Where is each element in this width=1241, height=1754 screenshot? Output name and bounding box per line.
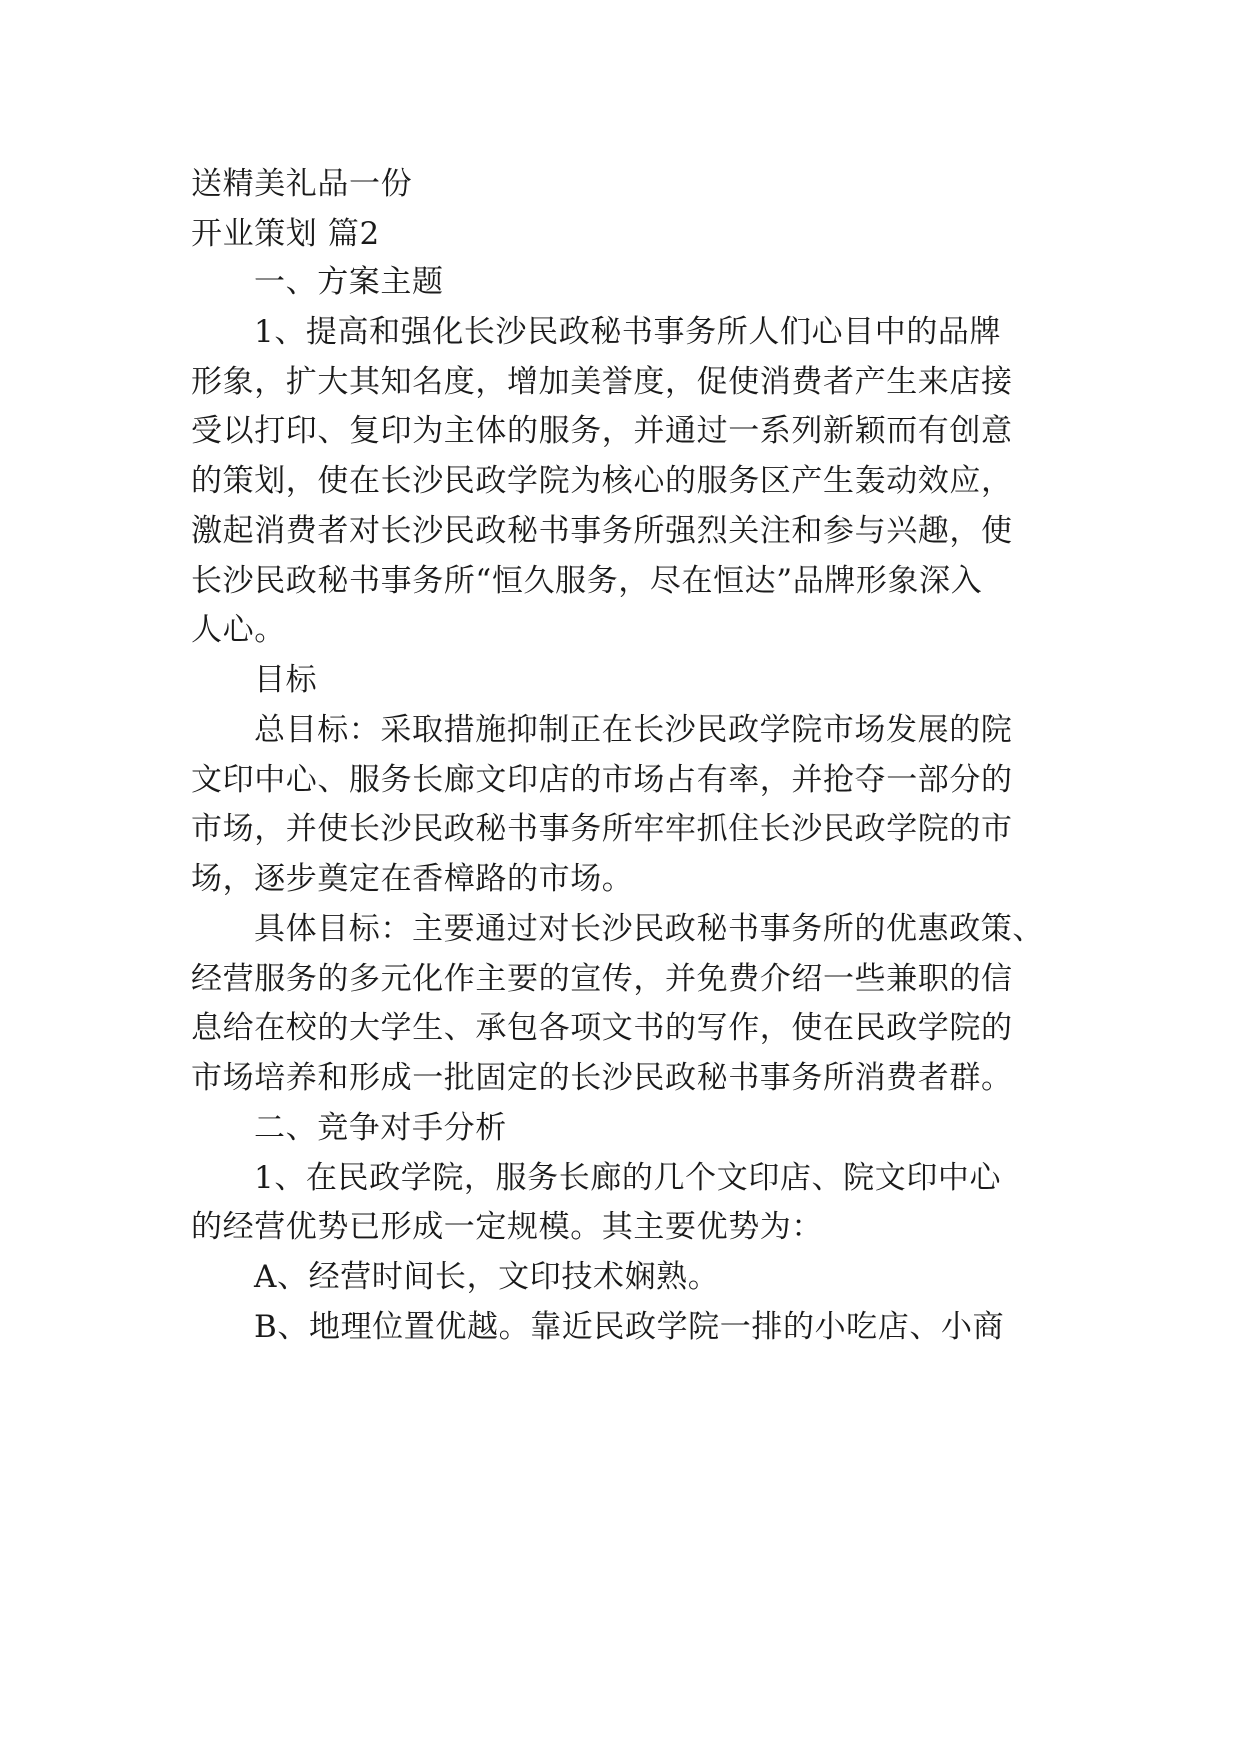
list-item: B、地理位置优越。靠近民政学院一排的小吃店、小商: [254, 1309, 1005, 1345]
paragraph-line: 受以打印、复印为主体的服务，并通过一系列新颖而有创意: [191, 413, 1013, 449]
paragraph-line: 1、提高和强化长沙民政秘书事务所人们心目中的品牌: [254, 314, 1002, 350]
paragraph-line: 1、在民政学院，服务长廊的几个文印店、院文印中心: [254, 1160, 1002, 1196]
paragraph-line: 的经营优势已形成一定规模。其主要优势为：: [191, 1209, 823, 1245]
paragraph-line: 人心。: [191, 612, 286, 648]
list-item: A、经营时间长，文印技术娴熟。: [254, 1259, 720, 1295]
paragraph-line: 长沙民政秘书事务所“恒久服务，尽在恒达”品牌形象深入: [191, 563, 983, 599]
section-title: 开业策划 篇2: [191, 216, 380, 252]
paragraph-line: 的策划，使在长沙民政学院为核心的服务区产生轰动效应，: [191, 463, 1013, 499]
heading: 一、方案主题: [254, 264, 444, 300]
paragraph-line: 市场培养和形成一批固定的长沙民政秘书事务所消费者群。: [191, 1060, 1013, 1096]
paragraph-line: 市场，并使长沙民政秘书事务所牢牢抓住长沙民政学院的市: [191, 811, 1013, 847]
text-line: 送精美礼品一份: [191, 166, 413, 202]
paragraph-line: 具体目标：主要通过对长沙民政秘书事务所的优惠政策、: [254, 911, 1044, 947]
paragraph-line: 文印中心、服务长廊文印店的市场占有率，并抢夺一部分的: [191, 762, 1013, 798]
heading: 二、竞争对手分析: [254, 1110, 507, 1146]
paragraph-line: 总目标：采取措施抑制正在长沙民政学院市场发展的院: [254, 712, 1013, 748]
paragraph-line: 息给在校的大学生、承包各项文书的写作，使在民政学院的: [191, 1010, 1013, 1046]
paragraph-line: 经营服务的多元化作主要的宣传，并免费介绍一些兼职的信: [191, 961, 1013, 997]
paragraph-line: 场，逐步奠定在香樟路的市场。: [191, 861, 634, 897]
paragraph-line: 形象，扩大其知名度，增加美誉度，促使消费者产生来店接: [191, 364, 1013, 400]
paragraph-line: 激起消费者对长沙民政秘书事务所强烈关注和参与兴趣，使: [191, 513, 1013, 549]
heading: 目标: [254, 662, 318, 698]
